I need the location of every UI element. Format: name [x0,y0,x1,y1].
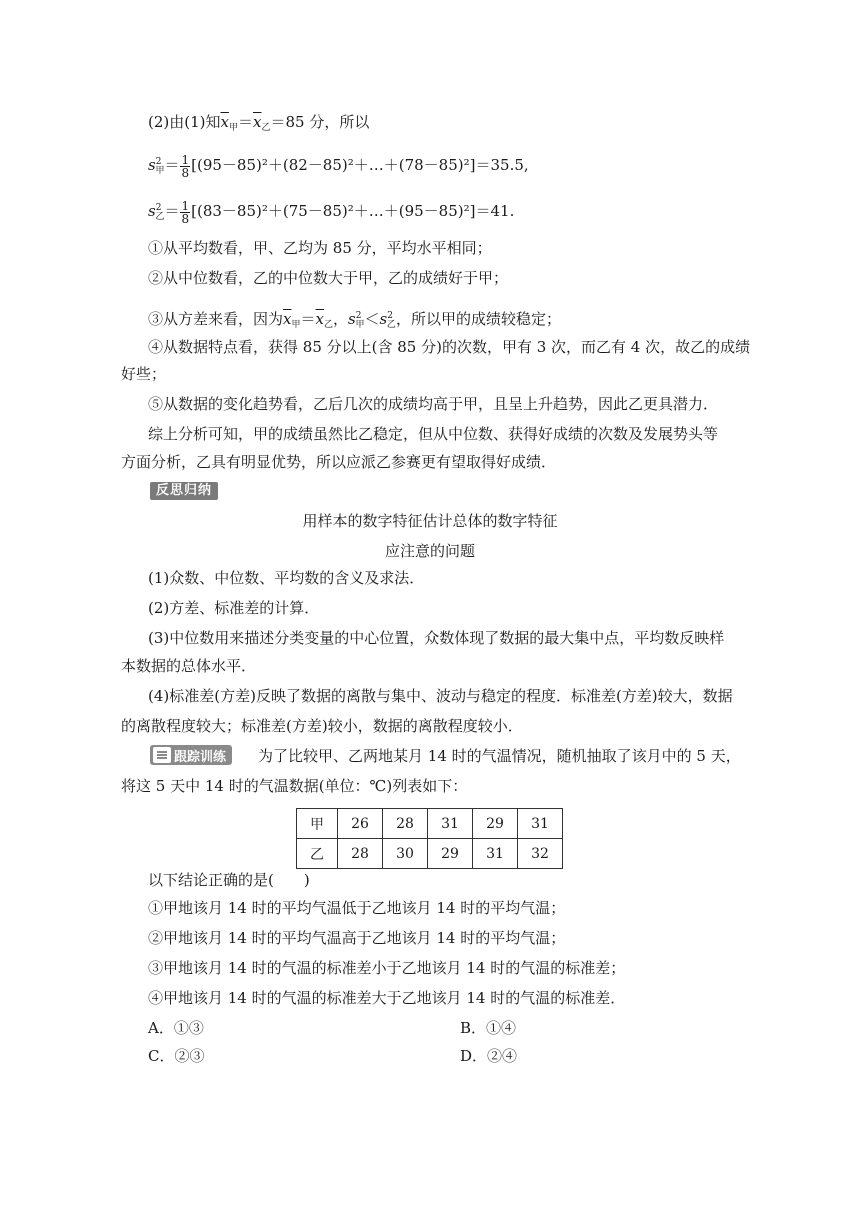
exercise-stem-line1: 为了比较甲、乙两地某月 14 时的气温情况，随机抽取了该月中的 5 天， [258,747,741,765]
analysis-point-4-line1: ④从数据特点看，获得 85 分以上(含 85 分)的次数，甲有 3 次，而乙有 4 次，故乙的成绩 [148,338,751,356]
option-d[interactable]: D．②④ [460,1047,518,1065]
exercise-question: 以下结论正确的是( ) [148,871,310,889]
table-cell: 30 [383,839,428,869]
summary-line1: 综上分析可知，甲的成绩虽然比乙稳定，但从中位数、获得好成绩的次数及发展势头等 [148,425,719,443]
table-row [297,809,563,839]
part2-intro: (2)由(1)知$\overline{x}_甲=\overline{x}_乙=85$ 分，所以 [148,113,370,133]
exercise-statement-4: ④甲地该月 14 时的气温的标准差大于乙地该月 14 时的气温的标准差． [148,989,626,1007]
point3-prefix: ③从方差来看，因为 [148,310,284,328]
table-cell: 28 [383,809,428,839]
table-row [297,839,563,869]
option-b[interactable]: B．①④ [460,1019,517,1037]
one-eighth-fraction: $\frac{1}{8}$ [181,152,190,180]
table-cell: 乙 [297,839,338,869]
option-a[interactable]: A．①③ [148,1019,204,1037]
mean-jia-subscript: 甲 [228,123,238,133]
point3-s-jia-sub: 甲 [355,320,365,330]
point3-s-yi: s [379,310,388,328]
summary-line2: 方面分析，乙具有明显优势，所以应派乙参赛更有望取得好成绩． [121,453,557,471]
analysis-point-4-line2: 好些； [121,365,167,383]
temperature-table [296,808,563,869]
point3-mean-jia: $\overline{x}$ [283,310,292,328]
variance-yi-rhs: [(83－85)²＋(75－85)²＋…＋(95－85)²]＝41. [191,202,515,220]
table-cell: 29 [473,809,518,839]
reflection-item-1: (1)众数、中位数、平均数的含义及求法． [148,569,425,587]
table-cell: 29 [428,839,473,869]
point3-mean-yi: $\overline{x}$ [315,310,324,328]
point3-sub-jia: 甲 [291,320,301,330]
exercise-statement-3: ③甲地该月 14 时的气温的标准差小于乙地该月 14 时的气温的标准差； [148,959,626,977]
table-cell: 甲 [297,809,338,839]
variance-jia-rhs: [(95－85)²＋(82－85)²＋…＋(78－85)²]＝35.5, [191,156,529,174]
point3-sub-yi: 乙 [323,320,333,330]
mean-yi-symbol: $\overline{x}$ [253,113,262,131]
point3-suffix: ，所以甲的成绩较稳定； [395,310,561,328]
tracking-exercise-tag [150,745,232,765]
table-cell: 31 [473,839,518,869]
variance-yi-formula: $s^2_乙=$ $\frac{1}{8}$ [(83－85)²＋(75－85)²＋…＋(95－85)²]＝41. [148,198,515,226]
reflection-item-4-line1: (4)标准差(方差)反映了数据的离散与集中、波动与稳定的程度．标准差(方差)较大，数据 [148,687,733,705]
reflection-item-3-line1: (3)中位数用来描述分类变量的中心位置，众数体现了数据的最大集中点，平均数反映样 [148,629,725,647]
reflection-title-line2: 应注意的问题 [384,542,475,560]
part2-intro-prefix: (2)由(1)知 [148,113,221,131]
point3-comma: ， [333,310,349,328]
reflection-title-line1: 用样本的数字特征估计总体的数字特征 [302,512,558,530]
reflection-item-3-line2: 本数据的总体水平． [121,657,257,675]
exercise-statement-2: ②甲地该月 14 时的平均气温高于乙地该月 14 时的平均气温； [148,929,566,947]
option-c[interactable]: C．②③ [148,1047,205,1065]
reflection-tag: 反思归纳 [150,482,218,500]
exercise-statement-1: ①甲地该月 14 时的平均气温低于乙地该月 14 时的平均气温； [148,899,566,917]
table-cell: 26 [338,809,383,839]
analysis-point-2: ②从中位数看，乙的中位数大于甲，乙的成绩好于甲； [148,269,509,287]
reflection-item-4-line2: 的离散程度较大；标准差(方差)较小，数据的离散程度较小． [121,717,523,735]
reflection-item-2: (2)方差、标准差的计算． [148,599,320,617]
table-cell: 31 [518,809,563,839]
point3-s-jia: s [348,310,356,328]
exercise-stem-line2: 将这 5 天中 14 时的气温数据(单位：℃)列表如下： [121,777,468,795]
variance-yi-sub: 乙 [155,212,165,222]
analysis-point-5: ⑤从数据的变化趋势看，乙后几次的成绩均高于甲，且呈上升趋势，因此乙更具潜力． [148,395,719,413]
variance-jia-sub: 甲 [155,166,165,176]
table-cell: 28 [338,839,383,869]
part2-intro-suffix: ＝85 分，所以 [270,113,370,131]
variance-jia-s: s [148,156,156,174]
variance-jia-formula: $s^2_甲=$ $\frac{1}{8}$ [(95－85)²＋(82－85)²＋…＋(78－85)²]＝35.5, [148,152,529,180]
point3-less-than: ＜ [364,310,380,328]
notebook-icon [153,747,171,763]
point3-s-yi-sub: 乙 [386,320,396,330]
point3-equals: ＝ [300,310,316,328]
table-cell: 32 [518,839,563,869]
analysis-point-1: ①从平均数看，甲、乙均为 85 分，平均水平相同； [148,239,492,257]
mean-yi-subscript: 乙 [261,123,271,133]
analysis-point-3: ③从方差来看，因为$\overline{x}_甲=\overline{x}_乙$，$s^2_甲<s^2_乙$，所以甲的成绩较稳定； [148,310,561,330]
one-eighth-fraction-2: $\frac{1}{8}$ [181,198,190,226]
variance-yi-s: s [148,202,156,220]
mean-jia-symbol: $\overline{x}$ [220,113,229,131]
tracking-exercise-label: 跟踪训练 [174,749,227,765]
table-cell: 31 [428,809,473,839]
